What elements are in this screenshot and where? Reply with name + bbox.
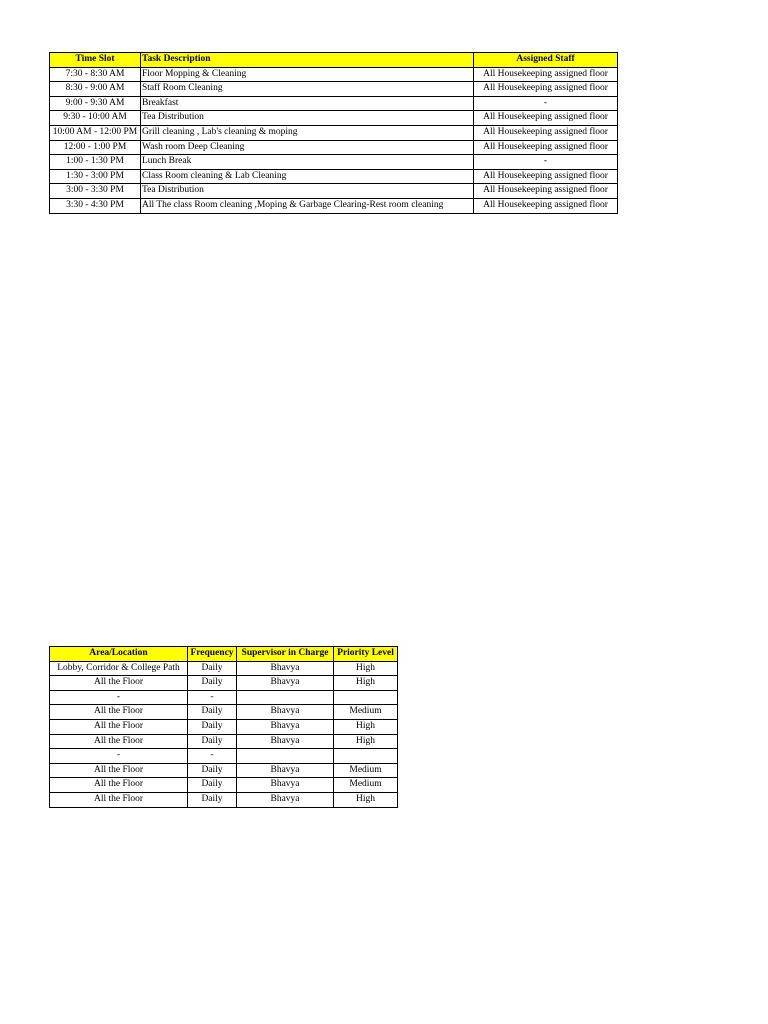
time-slot-cell: 9:30 - 10:00 AM xyxy=(50,111,141,126)
frequency-cell: Daily xyxy=(188,763,237,778)
frequency-cell: Daily xyxy=(188,661,237,676)
area-location-cell: Lobby, Corridor & College Path xyxy=(50,661,188,676)
table-row xyxy=(50,719,398,734)
time-slot-cell: 3:00 - 3:30 PM xyxy=(50,184,141,199)
priority-level-cell: High xyxy=(334,719,398,734)
schedule-body xyxy=(50,67,618,213)
assigned-staff-cell: All Housekeeping assigned floor xyxy=(474,140,618,155)
area-location-cell: All the Floor xyxy=(50,705,188,720)
frequency-cell: Daily xyxy=(188,719,237,734)
table-row xyxy=(50,676,398,691)
table-row xyxy=(50,690,398,705)
schedule-table xyxy=(49,52,618,214)
priority-level-cell: High xyxy=(334,734,398,749)
priority-level-cell: Medium xyxy=(334,705,398,720)
supervisor-cell xyxy=(237,749,334,764)
task-description-header: Task Description xyxy=(141,53,474,68)
task-description-cell: Lunch Break xyxy=(141,155,474,170)
time-slot-cell: 12:00 - 1:00 PM xyxy=(50,140,141,155)
assigned-staff-cell: All Housekeeping assigned floor xyxy=(474,169,618,184)
table-row xyxy=(50,734,398,749)
assigned-staff-cell: - xyxy=(474,96,618,111)
area-location-header: Area/Location xyxy=(50,647,188,662)
area-location-cell: - xyxy=(50,690,188,705)
assigned-staff-cell: - xyxy=(474,155,618,170)
task-description-cell: Wash room Deep Cleaning xyxy=(141,140,474,155)
priority-level-cell xyxy=(334,749,398,764)
table-row xyxy=(50,155,618,170)
area-location-cell: All the Floor xyxy=(50,719,188,734)
priority-level-header: Priority Level xyxy=(334,647,398,662)
frequency-cell: Daily xyxy=(188,676,237,691)
assigned-staff-cell: All Housekeeping assigned floor xyxy=(474,111,618,126)
frequency-cell: Daily xyxy=(188,792,237,807)
time-slot-cell: 10:00 AM - 12:00 PM xyxy=(50,125,141,140)
assigned-staff-cell: All Housekeeping assigned floor xyxy=(474,125,618,140)
assigned-staff-cell: All Housekeeping assigned floor xyxy=(474,67,618,82)
task-description-cell: All The class Room cleaning ,Moping & Garbage Clearing-Rest room cleaning xyxy=(141,198,474,213)
time-slot-header: Time Slot xyxy=(50,53,141,68)
priority-level-cell: High xyxy=(334,792,398,807)
table-row xyxy=(50,111,618,126)
frequency-cell: - xyxy=(188,749,237,764)
supervisor-cell xyxy=(237,690,334,705)
frequency-cell: Daily xyxy=(188,734,237,749)
table-row xyxy=(50,96,618,111)
supervisor-cell: Bhavya xyxy=(237,676,334,691)
area-location-cell: - xyxy=(50,749,188,764)
assigned-staff-header: Assigned Staff xyxy=(474,53,618,68)
area-location-cell: All the Floor xyxy=(50,676,188,691)
table-row xyxy=(50,705,398,720)
table-row xyxy=(50,763,398,778)
time-slot-cell: 8:30 - 9:00 AM xyxy=(50,82,141,97)
assigned-staff-cell: All Housekeeping assigned floor xyxy=(474,184,618,199)
time-slot-cell: 7:30 - 8:30 AM xyxy=(50,67,141,82)
table-row xyxy=(50,661,398,676)
priority-level-cell xyxy=(334,690,398,705)
area-location-cell: All the Floor xyxy=(50,763,188,778)
supervisor-cell: Bhavya xyxy=(237,661,334,676)
table-row xyxy=(50,125,618,140)
assigned-staff-cell: All Housekeeping assigned floor xyxy=(474,82,618,97)
area-header-row xyxy=(50,647,398,662)
task-description-cell: Breakfast xyxy=(141,96,474,111)
supervisor-cell: Bhavya xyxy=(237,705,334,720)
task-description-cell: Tea Distribution xyxy=(141,184,474,199)
frequency-cell: Daily xyxy=(188,705,237,720)
area-body xyxy=(50,661,398,807)
table-row xyxy=(50,169,618,184)
area-table xyxy=(49,646,398,808)
time-slot-cell: 9:00 - 9:30 AM xyxy=(50,96,141,111)
supervisor-cell: Bhavya xyxy=(237,792,334,807)
table-row xyxy=(50,140,618,155)
supervisor-cell: Bhavya xyxy=(237,734,334,749)
supervisor-header: Supervisor in Charge xyxy=(237,647,334,662)
task-description-cell: Tea Distribution xyxy=(141,111,474,126)
task-description-cell: Staff Room Cleaning xyxy=(141,82,474,97)
priority-level-cell: Medium xyxy=(334,778,398,793)
time-slot-cell: 1:00 - 1:30 PM xyxy=(50,155,141,170)
supervisor-cell: Bhavya xyxy=(237,763,334,778)
schedule-header-row xyxy=(50,53,618,68)
table-row xyxy=(50,792,398,807)
table-row xyxy=(50,778,398,793)
table-row xyxy=(50,749,398,764)
frequency-cell: - xyxy=(188,690,237,705)
area-location-cell: All the Floor xyxy=(50,734,188,749)
table-row xyxy=(50,67,618,82)
assigned-staff-cell: All Housekeeping assigned floor xyxy=(474,198,618,213)
table-row xyxy=(50,184,618,199)
task-description-cell: Floor Mopping & Cleaning xyxy=(141,67,474,82)
table-row xyxy=(50,198,618,213)
task-description-cell: Grill cleaning , Lab's cleaning & moping xyxy=(141,125,474,140)
frequency-cell: Daily xyxy=(188,778,237,793)
area-location-cell: All the Floor xyxy=(50,792,188,807)
priority-level-cell: Medium xyxy=(334,763,398,778)
time-slot-cell: 3:30 - 4:30 PM xyxy=(50,198,141,213)
area-location-cell: All the Floor xyxy=(50,778,188,793)
task-description-cell: Class Room cleaning & Lab Cleaning xyxy=(141,169,474,184)
priority-level-cell: High xyxy=(334,676,398,691)
table-row xyxy=(50,82,618,97)
time-slot-cell: 1:30 - 3:00 PM xyxy=(50,169,141,184)
frequency-header: Frequency xyxy=(188,647,237,662)
supervisor-cell: Bhavya xyxy=(237,778,334,793)
supervisor-cell: Bhavya xyxy=(237,719,334,734)
priority-level-cell: High xyxy=(334,661,398,676)
